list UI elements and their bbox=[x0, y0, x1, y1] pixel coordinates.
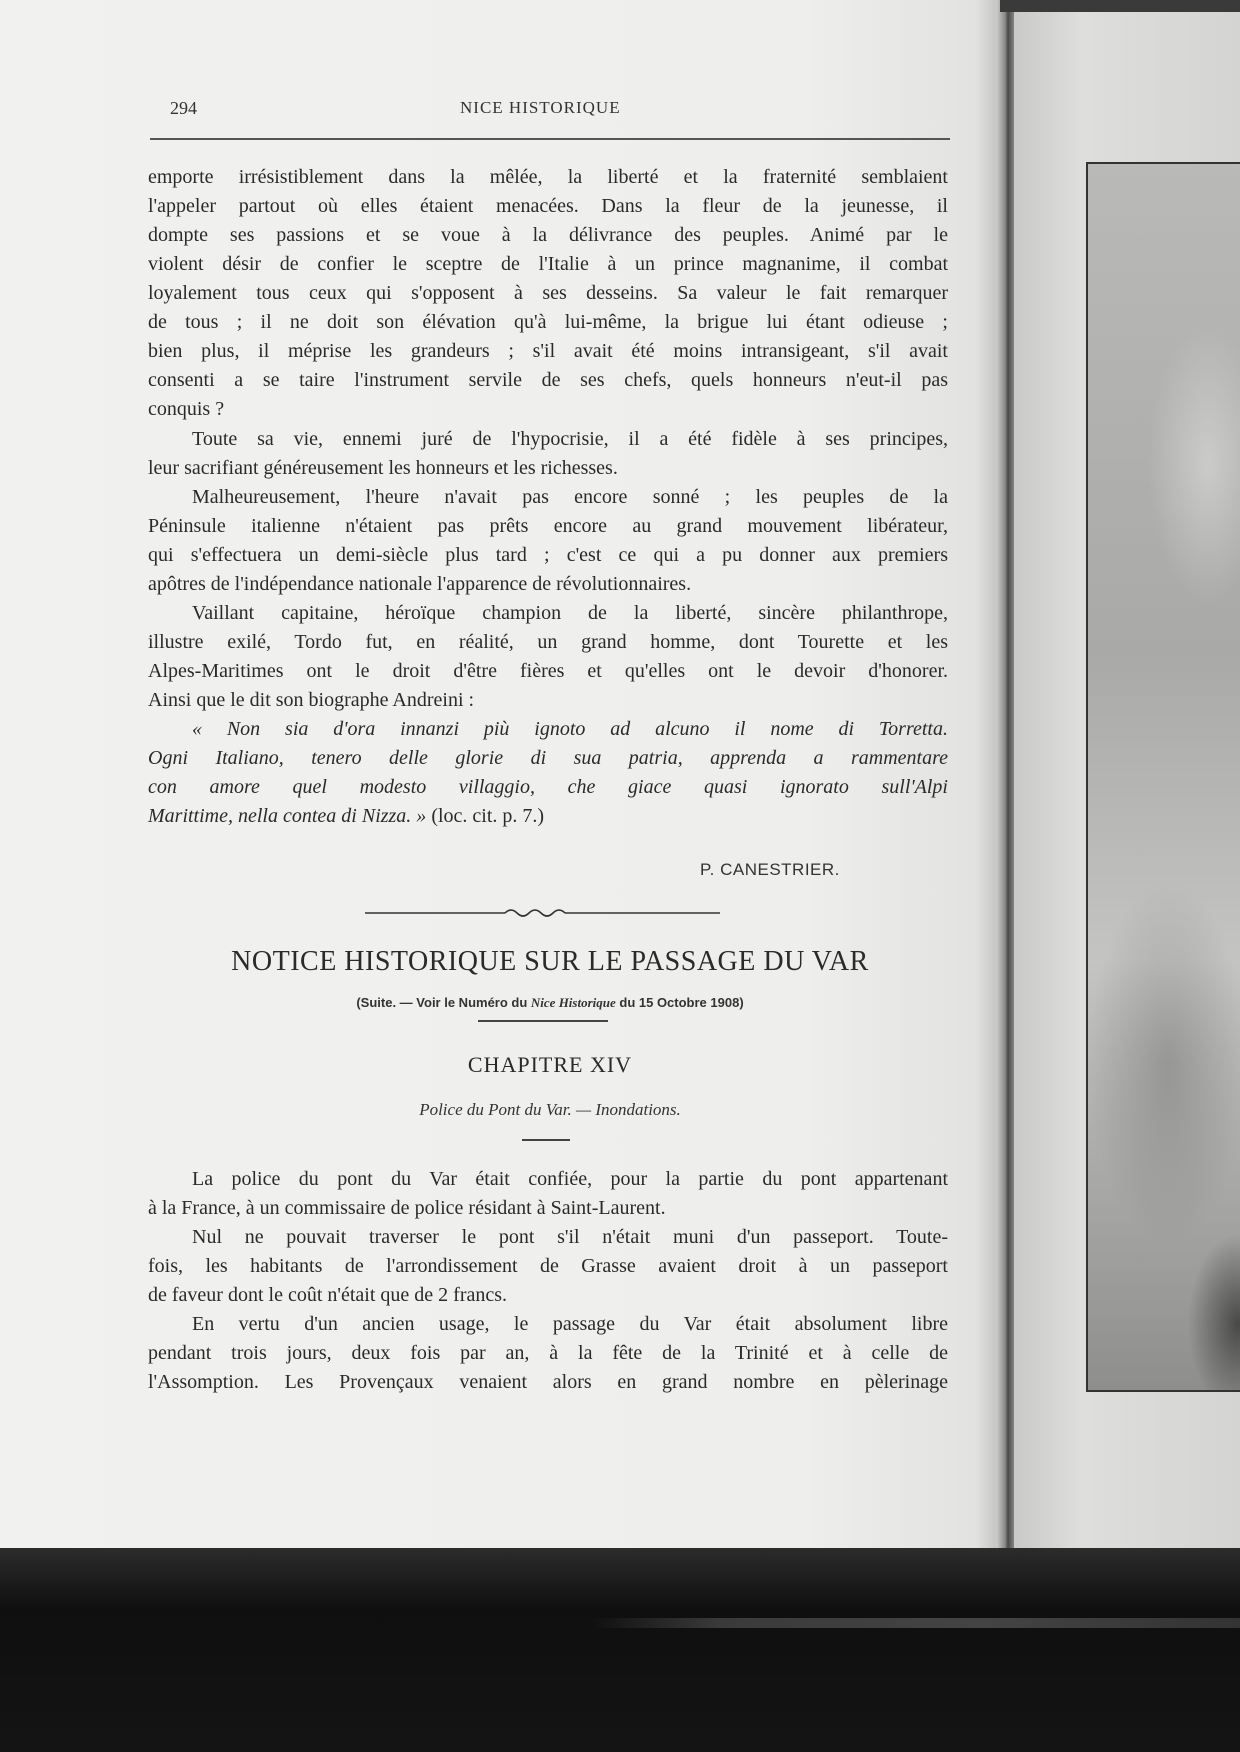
text-line: leur sacrifiant généreusement les honneurs et les richesses. bbox=[148, 457, 618, 479]
right-page-top-shadow bbox=[1000, 0, 1240, 12]
text-line: Nul ne pouvait traverser le pont s'il n'était muni d'un passeport. Toute- bbox=[192, 1226, 948, 1248]
text-line: l'appeler partout où elles étaient menacées. Dans la fleur de la jeunesse, il bbox=[148, 195, 948, 217]
section-ornament bbox=[365, 906, 720, 920]
article-subtitle bbox=[150, 995, 950, 1011]
paragraphs bbox=[148, 425, 948, 831]
quote-last-line bbox=[148, 802, 948, 831]
chapter-subtitle: Police du Pont du Var. — Inondations. bbox=[419, 1100, 681, 1119]
running-title: NICE HISTORIQUE bbox=[460, 98, 621, 117]
text-line: Péninsule italienne n'étaient pas prêts encore au grand mouvement libérateur, bbox=[148, 515, 948, 537]
text-line: fois, les habitants de l'arrondissement de Grasse avaient droit à un passeport bbox=[148, 1255, 948, 1277]
text-line: Vaillant capitaine, héroïque champion de la liberté, sincère philanthrope, bbox=[192, 602, 948, 624]
photo-plate bbox=[1086, 162, 1240, 1392]
subtitle-prefix: (Suite. — Voir le Numéro du bbox=[356, 995, 531, 1010]
scanner-edge bbox=[590, 1618, 1240, 1628]
paragraph-continued bbox=[148, 163, 948, 424]
text-line: En vertu d'un ancien usage, le passage du Var était absolument libre bbox=[192, 1313, 948, 1335]
subtitle-suffix: du 15 Octobre 1908) bbox=[615, 995, 744, 1010]
quote-reference: (loc. cit. p. 7.) bbox=[426, 805, 545, 827]
text-line: illustre exilé, Tordo fut, en réalité, un grand homme, dont Tourette et les bbox=[148, 631, 948, 653]
quote-line: Ogni Italiano, tenero delle glorie di sua patria, apprenda a rammentare bbox=[148, 747, 948, 769]
header-rule bbox=[150, 138, 950, 140]
text-line: apôtres de l'indépendance nationale l'apparence de révolutionnaires. bbox=[148, 573, 692, 595]
text-line: qui s'effectuera un demi-siècle plus tard ; c'est ce qui a pu donner aux premiers bbox=[148, 544, 948, 566]
text-line: de faveur dont le coût n'était que de 2 francs. bbox=[148, 1284, 508, 1306]
text-line: de tous ; il ne doit son élévation qu'à lui-même, la brigue lui étant odieuse ; bbox=[148, 311, 948, 333]
text-line: pendant trois jours, deux fois par an, à la fête de la Trinité et à celle de bbox=[148, 1342, 948, 1364]
chapter-rule bbox=[522, 1139, 570, 1141]
subtitle-journal: Nice Historique bbox=[530, 995, 616, 1010]
text-line: à la France, à un commissaire de police résidant à Saint-Laurent. bbox=[148, 1197, 666, 1219]
chapter-heading: CHAPITRE XIV bbox=[467, 1052, 633, 1077]
text-line: consenti a se taire l'instrument servile de ses chefs, quels honneurs n'eut-il pas bbox=[148, 369, 948, 391]
page-number: 294 bbox=[170, 98, 197, 118]
title-rule bbox=[478, 1020, 608, 1022]
text-line: Ainsi que le dit son biographe Andreini : bbox=[148, 689, 475, 711]
text-line: loyalement tous ceux qui s'opposent à ses desseins. Sa valeur le fait remarquer bbox=[148, 282, 948, 304]
running-head bbox=[150, 98, 950, 124]
quote-line: con amore quel modesto villaggio, che giace quasi ignorato sull'Alpi bbox=[148, 776, 948, 798]
text-line: Malheureusement, l'heure n'avait pas encore sonné ; les peuples de la bbox=[192, 486, 948, 508]
article-title: NOTICE HISTORIQUE SUR LE PASSAGE DU VAR bbox=[231, 946, 869, 977]
text-line: violent désir de confier le sceptre de l'Italie à un prince magnanime, il combat bbox=[148, 253, 948, 275]
quote-italic: Marittime, nella contea di Nizza. » bbox=[148, 805, 427, 827]
text-line: dompte ses passions et se voue à la délivrance des peuples. Animé par le bbox=[148, 224, 948, 246]
text-line: conquis ? bbox=[148, 398, 225, 420]
chapter-body bbox=[148, 1165, 948, 1397]
text-line: emporte irrésistiblement dans la mêlée, la liberté et la fraternité semblaient bbox=[148, 166, 948, 188]
book-gutter bbox=[996, 0, 1016, 1548]
text-line: bien plus, il méprise les grandeurs ; s'il avait été moins intransigeant, s'il avait bbox=[148, 340, 948, 362]
author-signature: P. CANESTRIER. bbox=[700, 860, 840, 879]
text-line: La police du pont du Var était confiée, pour la partie du pont appartenant bbox=[192, 1168, 948, 1190]
text-line: l'Assomption. Les Provençaux venaient alors en grand nombre en pèlerinage bbox=[148, 1371, 948, 1393]
scanner-background bbox=[0, 1548, 1240, 1752]
quote-line: « Non sia d'ora innanzi più ignoto ad alcuno il nome di Torretta. bbox=[192, 718, 948, 740]
text-line: Alpes-Maritimes ont le droit d'être fières et qu'elles ont le devoir d'honorer. bbox=[148, 660, 948, 682]
text-line: Toute sa vie, ennemi juré de l'hypocrisie, il a été fidèle à ses principes, bbox=[192, 428, 948, 450]
